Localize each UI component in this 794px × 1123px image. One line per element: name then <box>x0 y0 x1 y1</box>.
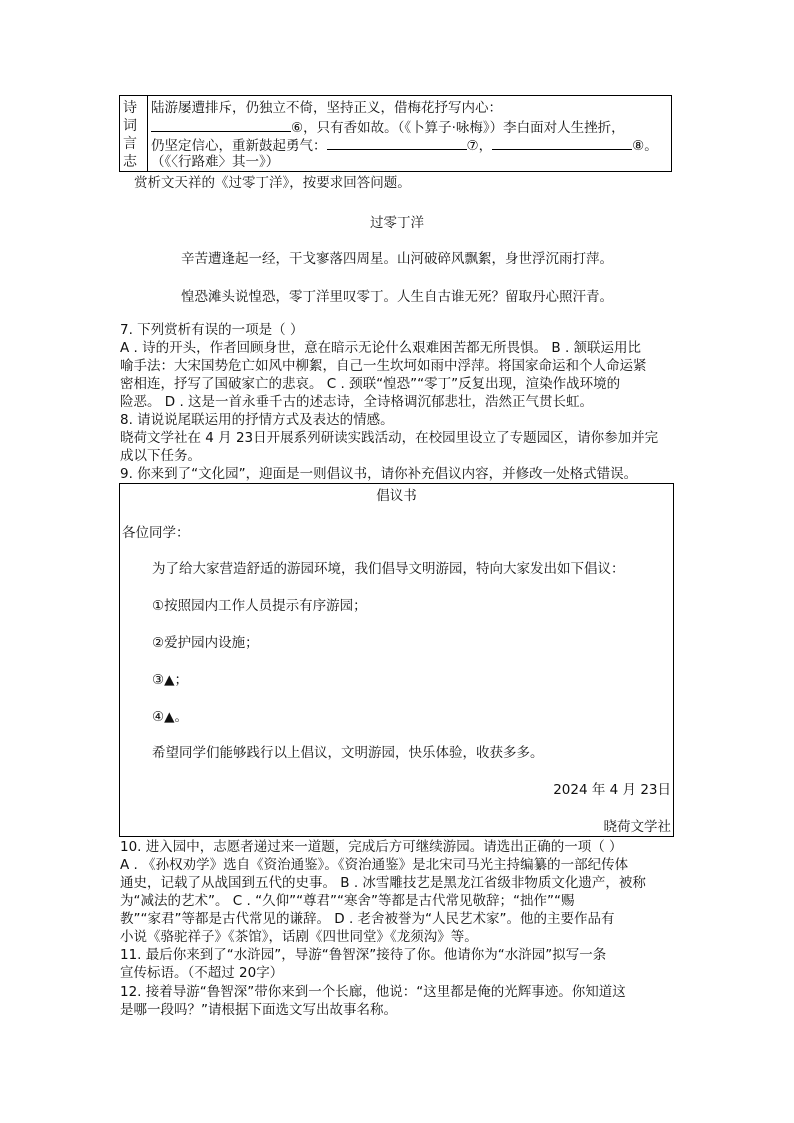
question-7-text: 喻手法：大宋国势危亡如风中柳絮，自己一生坎坷如雨中浮萍。将国家命运和个人命运紧 <box>120 358 647 374</box>
table-side-label <box>120 96 148 171</box>
poetry-fill-table <box>119 95 672 172</box>
question-10-text: 教”“家君”等都是古代常见的谦辞。 D . 老舍被誉为“人民艺术家”。他的主要作品有 <box>120 911 615 927</box>
proposal-signature: 晓荷文学社 <box>603 819 671 835</box>
proposal-item-3[interactable]: ③▲； <box>152 672 188 688</box>
question-7-text: 险恶。 D . 这是一首永垂千古的述志诗，全诗格调沉郁悲壮，浩然正气贯长虹。 <box>120 394 594 410</box>
question-11: 11. 最后你来到了“水浒园”，导游“鲁智深”接待了你。他请你为“水浒园”拟写一条 <box>120 947 607 963</box>
poem-intro: 赏析文天祥的《过零丁洋》，按要求回答问题。 <box>134 175 411 191</box>
question-8: 8. 请说说尾联运用的抒情方式及表达的情感。 <box>120 412 394 428</box>
question-10-text: 小说《骆驼祥子》《茶馆》，话剧《四世同堂》《龙须沟》等。 <box>120 929 478 945</box>
activity-intro: 晓荷文学社在 4 月 23日开展系列研读实践活动，在校园里设立了专题园区，请你参加并完 <box>120 430 659 446</box>
blank-8-marker: ⑧。 <box>632 138 658 154</box>
table-line-2 <box>151 117 625 137</box>
proposal-greeting: 各位同学： <box>122 525 190 541</box>
side-label-char: 词 <box>123 118 137 134</box>
poem-line-1: 辛苦遭逢起一经，干戈寥落四周星。山河破碎风飘絮，身世浮沉雨打萍。 <box>181 251 613 267</box>
side-label-char: 言 <box>123 136 137 152</box>
question-10-text: 通史，记载了从战国到五代的史事。 B . 冰雪雕技艺是黑龙江省级非物质文化遗产，被称 <box>120 875 646 891</box>
table-line-2-text: ⑥，只有香如故。（《卜算子·咏梅》）李白面对人生挫折， <box>291 120 625 136</box>
question-12: 12. 接着导游“鲁智深”带你来到一个长廊，他说：“这里都是俺的光辉事迹。你知道这 <box>120 984 626 1000</box>
question-12-text: 是哪一段吗？”请根据下面选文写出故事名称。 <box>120 1002 397 1018</box>
proposal-box <box>119 483 674 837</box>
answer-blank-6[interactable] <box>151 117 291 132</box>
proposal-closing: 希望同学们能够践行以上倡议，文明游园，快乐体验，收获多多。 <box>152 745 544 761</box>
proposal-date: 2024 年 4 月 23日 <box>553 782 671 798</box>
question-10-text: A . 《孙权劝学》选自《资治通鉴》。《资治通鉴》是北宋司马光主持编纂的一部纪传体 <box>120 857 629 873</box>
proposal-item-1: ①按照园内工作人员提示有序游园； <box>152 598 367 614</box>
table-line-4: （《〈行路难〉其一》） <box>151 154 280 170</box>
answer-blank-8[interactable] <box>492 135 632 150</box>
proposal-title: 倡议书 <box>376 488 417 504</box>
proposal-item-4[interactable]: ④▲。 <box>152 709 188 725</box>
blank-7-marker: ⑦， <box>466 138 493 154</box>
activity-intro: 成以下任务。 <box>120 448 201 464</box>
table-line-3 <box>151 135 658 155</box>
question-7: 7. 下列赏析有误的一项是（ ） <box>120 322 304 338</box>
poem-line-2: 惶恐滩头说惶恐，零丁洋里叹零丁。人生自古谁无死？留取丹心照汗青。 <box>181 289 613 305</box>
question-11-text: 宣传标语。（不超过 20字） <box>120 965 284 981</box>
side-label-char: 志 <box>123 154 137 170</box>
proposal-item-2: ②爱护园内设施； <box>152 635 259 651</box>
table-line-1: 陆游屡遭排斥，仍独立不倚，坚持正义，借梅花抒写内心： <box>151 100 502 116</box>
poem-title: 过零丁洋 <box>370 215 424 231</box>
answer-blank-7[interactable] <box>327 135 467 150</box>
question-9: 9. 你来到了“文化园”，迎面是一则倡议书，请你补充倡议内容，并修改一处格式错误。 <box>120 466 638 482</box>
table-line-3-prefix: 仍坚定信心，重新鼓起勇气： <box>151 138 327 154</box>
proposal-body: 为了给大家营造舒适的游园环境，我们倡导文明游园，特向大家发出如下倡议： <box>152 561 625 577</box>
question-7-text: 密相连，抒写了国破家亡的悲哀。 C . 颈联“惶恐”“零丁”反复出现，渲染作战环境的 <box>120 376 621 392</box>
side-label-char: 诗 <box>123 100 137 116</box>
question-10: 10. 进入园中，志愿者递过来一道题，完成后方可继续游园。请选出正确的一项（ ） <box>120 839 623 855</box>
question-10-text: 为“减法的艺术”。 C . “久仰”“尊君”“寒舍”等都是古代常见敬辞；“拙作”“赐 <box>120 893 575 909</box>
question-7-text: A . 诗的开头，作者回顾身世，意在暗示无论什么艰难困苦都无所畏惧。 B . 颔联运用比 <box>120 340 642 356</box>
